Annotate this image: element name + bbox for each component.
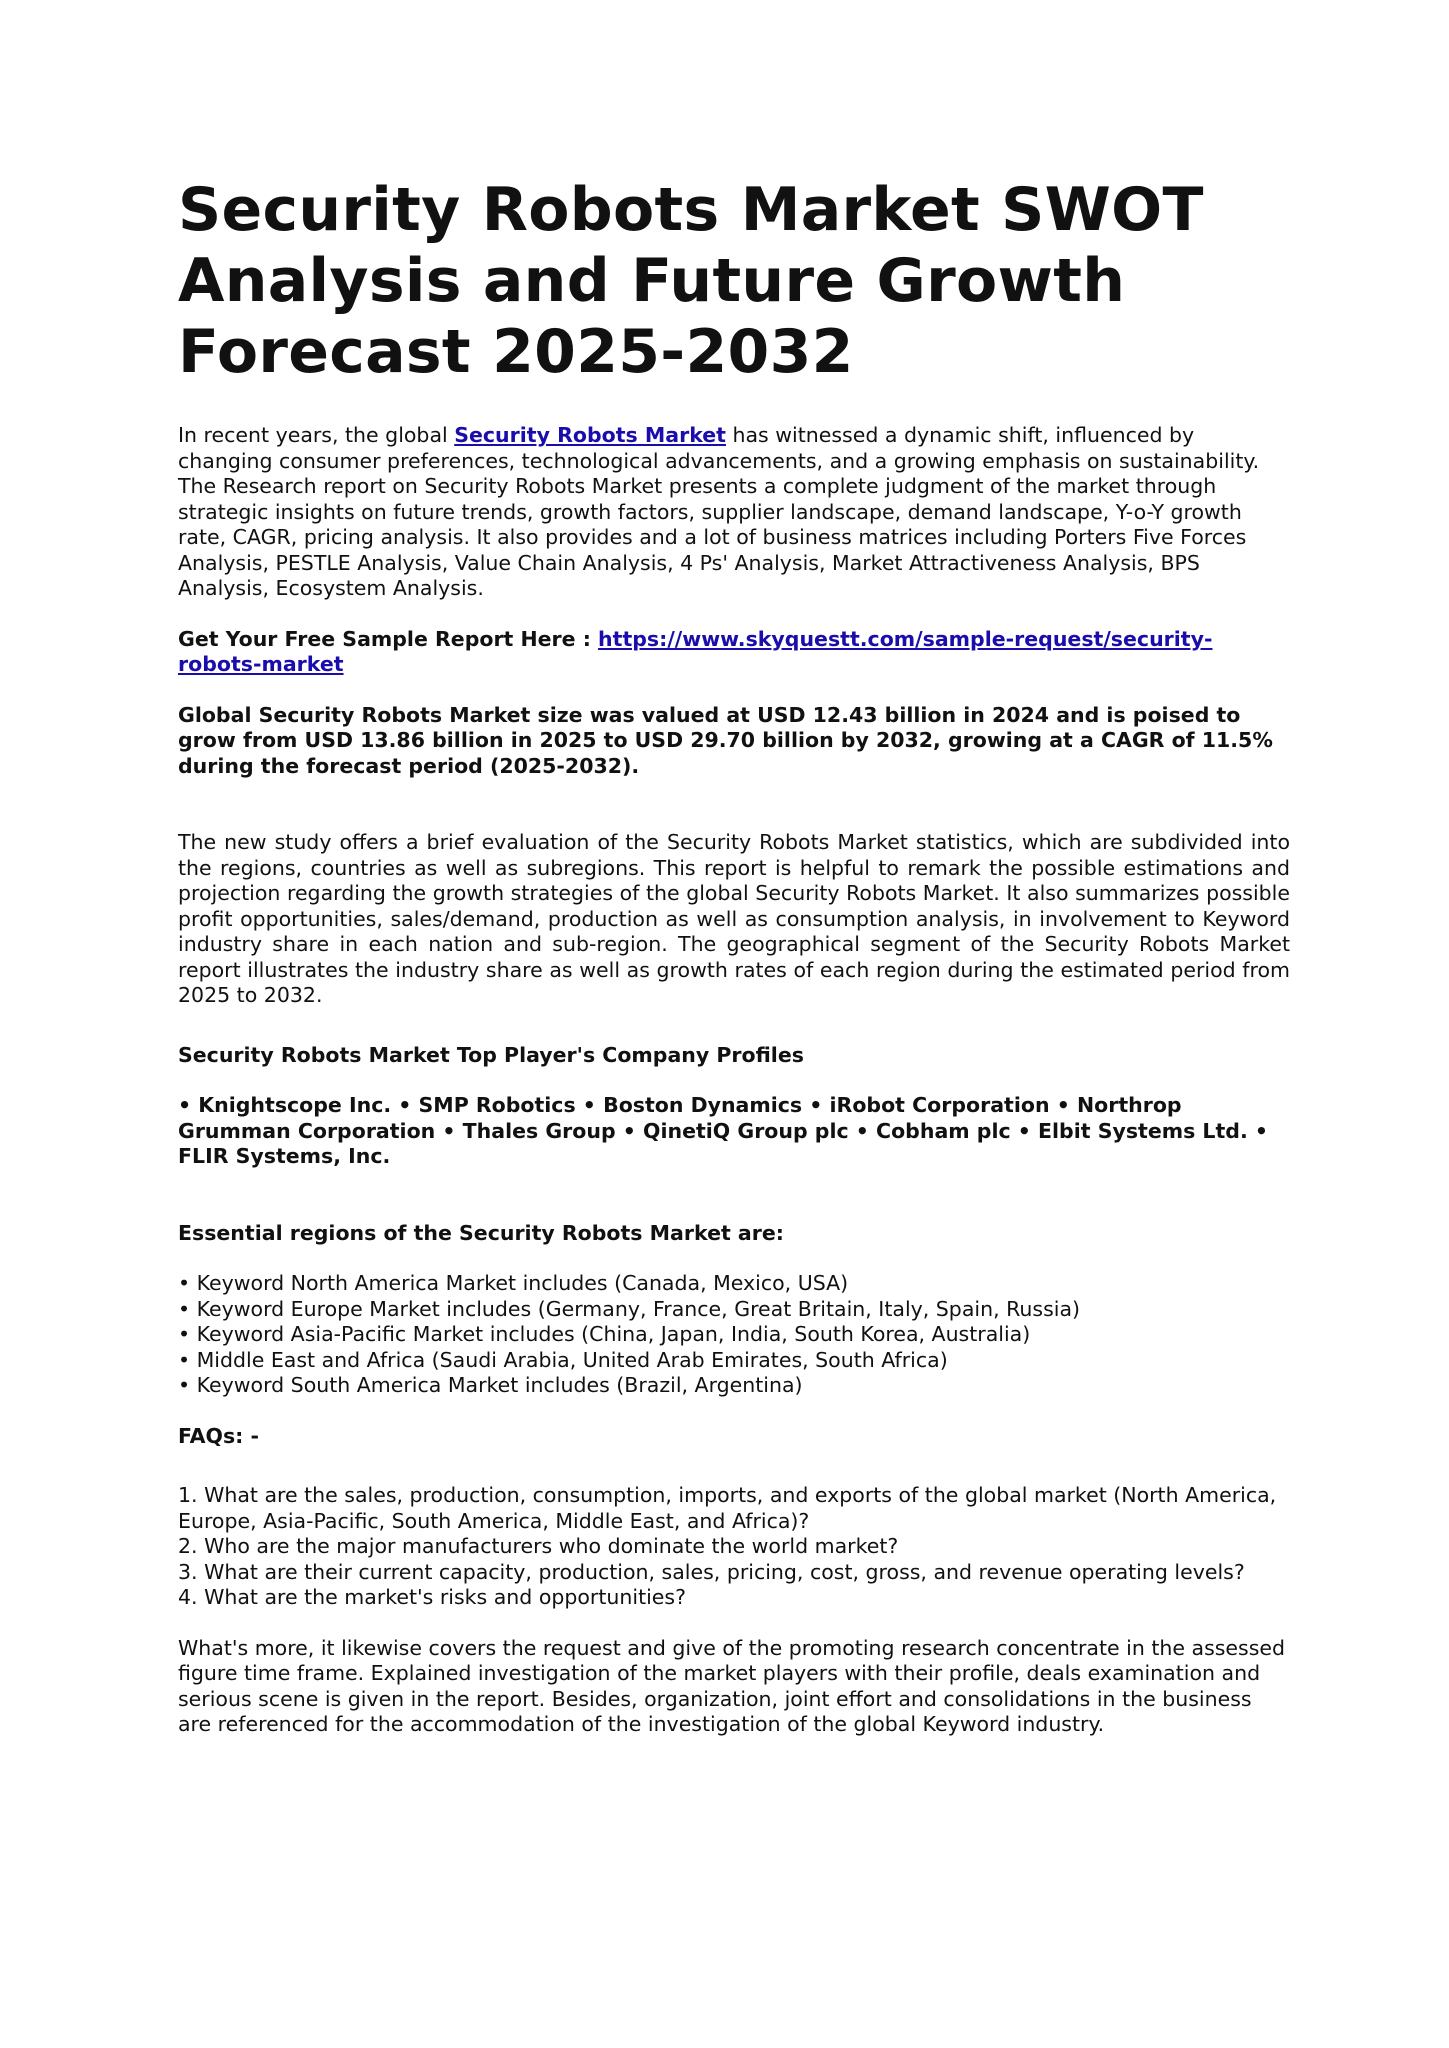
document-page [178, 175, 1290, 1738]
company-name: Knightscope Inc. [198, 1093, 392, 1117]
sample-report-link[interactable]: https://www.skyquestt.com/sample-request/security-robots-market [178, 626, 1213, 676]
company-name: SMP Robotics [418, 1093, 576, 1117]
company-bullet: • [1247, 1118, 1269, 1143]
company-bullet: • [178, 1093, 199, 1117]
faq-list [178, 1483, 1290, 1611]
intro-text-before: In recent years, the global [178, 423, 455, 447]
intro-paragraph [178, 423, 1290, 602]
faq-item: 4. What are the market's risks and opportunities? [178, 1585, 686, 1609]
company-bullet: • [435, 1118, 463, 1143]
intro-text-after: has witnessed a dynamic shift, influenced by changing consumer preferences, technological advancements, and a growing emphasis on sustainability. The Research report on Security Robots Market presents a complete judgment of the market through strategic insights on future trends, growth factors, supplier landscape, demand landscape, Y-o-Y growth rate, CAGR, pricing analysis. It also provides and a lot of business matrices including Porters Five Forces Analysis, PESTLE Analysis, Value Chain Analysis, 4 Ps' Analysis, Market Attractiveness Analysis, BPS Analysis, Ecosystem Analysis. [178, 423, 1260, 600]
company-name: iRobot Corporation [829, 1093, 1050, 1117]
company-bullet: • [1049, 1093, 1077, 1117]
region-item: • Keyword Asia-Pacific Market includes (China, Japan, India, South Korea, Australia) [178, 1322, 1031, 1346]
study-paragraph: The new study offers a brief evaluation of the Security Robots Market statistics, which are subdivided into the regions, countries as well as subregions. This report is helpful to remark the possible estimations and projection regarding the growth strategies of the global Security Robots Market. It also summarizes possible profit opportunities, sales/demand, production as well as consumption analysis, in involvement to Keyword industry share in each nation and sub-region. The geographical segment of the Security Robots Market report illustrates the industry share as well as growth rates of each region during the estimated period from 2025 to 2032. [178, 830, 1290, 1007]
company-name: QinetiQ Group plc [643, 1118, 849, 1143]
security-robots-market-link[interactable]: Security Robots Market [454, 423, 726, 447]
market-size-paragraph: Global Security Robots Market size was valued at USD 12.43 billion in 2024 and is poised to grow from USD 13.86 billion in 2025 to USD 29.70 billion by 2032, growing at a CAGR of 11.5% during the forecast period (2025-2032). [178, 702, 1273, 778]
company-list [178, 1093, 1290, 1170]
region-item: • Keyword South America Market includes (Brazil, Argentina) [178, 1373, 803, 1397]
company-bullet: • [848, 1118, 877, 1143]
company-bullet: • [802, 1093, 830, 1117]
region-item: • Keyword Europe Market includes (Germany, France, Great Britain, Italy, Spain, Russia) [178, 1296, 1081, 1321]
company-name: Elbit Systems Ltd. [1038, 1118, 1248, 1143]
company-bullet: • [391, 1093, 419, 1117]
sample-report-label: Get Your Free Sample Report Here : [178, 626, 599, 651]
regions-heading: Essential regions of the Security Robots Market are: [178, 1220, 784, 1245]
profiles-heading: Security Robots Market Top Player's Company Profiles [178, 1042, 804, 1067]
sample-report-paragraph [178, 627, 1290, 678]
company-name: Cobham plc [876, 1118, 1011, 1143]
company-name: Boston Dynamics [603, 1093, 803, 1117]
company-name: Thales Group [462, 1118, 616, 1143]
page-title: Security Robots Market SWOT Analysis and Future Growth Forecast 2025-2032 [178, 175, 1204, 387]
company-name: FLIR Systems, Inc. [178, 1144, 391, 1168]
faq-item: 3. What are their current capacity, production, sales, pricing, cost, gross, and revenue operating levels? [178, 1559, 1245, 1584]
company-bullet: • [1010, 1118, 1039, 1143]
faq-item: 2. Who are the major manufacturers who dominate the world market? [178, 1534, 899, 1558]
company-bullet: • [575, 1093, 604, 1117]
region-item: • Keyword North America Market includes (Canada, Mexico, USA) [178, 1271, 849, 1295]
faq-item: 1. What are the sales, production, consumption, imports, and exports of the global market (North America, Europe, Asia-Pacific, South America, Middle East, and Africa)? [178, 1483, 1277, 1533]
faq-heading: FAQs: - [178, 1423, 259, 1448]
region-item: • Middle East and Africa (Saudi Arabia, United Arab Emirates, South Africa) [178, 1347, 948, 1372]
company-name: Northrop Grumman Corporation [178, 1093, 1182, 1143]
regions-list [178, 1271, 1290, 1399]
closing-paragraph: What's more, it likewise covers the request and give of the promoting research concentrate in the assessed figure time frame. Explained investigation of the market players with their profile, deals examination and serious scene is given in the report. Besides, organization, joint effort and consolidations in the business are referenced for the accommodation of the investigation of the global Keyword industry. [178, 1635, 1286, 1736]
company-bullet: • [615, 1118, 644, 1143]
